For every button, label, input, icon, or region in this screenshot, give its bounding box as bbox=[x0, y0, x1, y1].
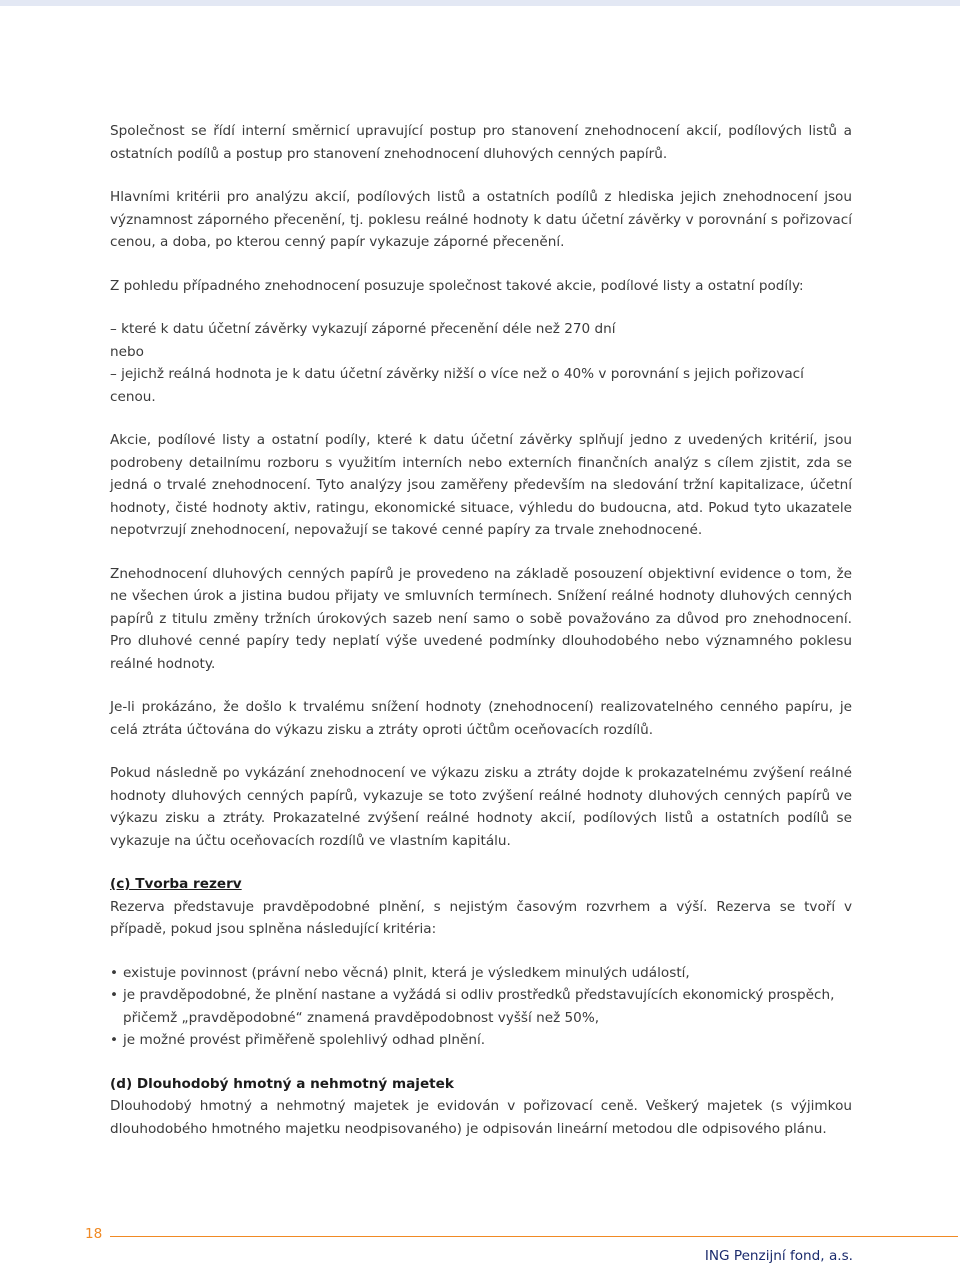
bullet-icon: • bbox=[110, 964, 119, 981]
bullet-icon: • bbox=[110, 1032, 119, 1048]
top-band bbox=[0, 0, 960, 6]
paragraph-detailed-analysis: Akcie, podílové listy a ostatní podíly, které k datu účetní závěrky splňují jedno z uvedených kritérií, jsou podrobeny detailnímu rozboru s využitím interních nebo externích finančních analýz s cílem zjistit, zda se jedná o trvalé znehodnocení. Tyto analýzy jsou zaměřeny především na sledování tržní kapitalizace, účetní hodnoty, čisté hodnoty aktiv, ratingu, ekonomické situace, výhledu do budoucna, atd. Pokud tyto ukazatele nepotvrzují znehodnocení, nepovažují se takové cenné papíry za trvale znehodnocené. bbox=[110, 432, 852, 538]
paragraph-impairment-view: Z pohledu případného znehodnocení posuzuje společnost takové akcie, podílové listy a ostatní podíly: bbox=[110, 277, 804, 294]
or-connector: nebo bbox=[110, 343, 144, 360]
document-body bbox=[110, 120, 852, 1140]
paragraph-permanent-loss: Je-li prokázáno, že došlo k trvalému snížení hodnoty (znehodnocení) realizovatelného cenného papíru, je celá ztráta účtována do výkazu zisku a ztráty oproti účtům oceňovacích rozdílů. bbox=[110, 699, 852, 738]
list-item: • existuje povinnost (právní nebo věcná) plnit, která je výsledkem minulých událostí, bbox=[110, 962, 852, 985]
paragraph-reversal: Pokud následně po vykázání znehodnocení ve výkazu zisku a ztráty dojde k prokazatelnému zvýšení reálné hodnoty dluhových cenných papírů, vykazuje se toto zvýšení reálné hodnoty dluhových cenných papírů ve výkazu zisku a ztráty. Prokazatelné zvýšení reálné hodnoty akcií, podílových listů a ostatních podílů se vykazuje na účtu oceňovacích rozdílů ve vlastním kapitálu. bbox=[110, 765, 852, 849]
page-number: 18 bbox=[85, 1226, 103, 1242]
footer-company-name: ING Penzijní fond, a.s. bbox=[704, 1248, 853, 1264]
section-d-text: Dlouhodobý hmotný a nehmotný majetek je evidován v pořizovací ceně. Veškerý majetek (s výjimkou dlouhodobého hmotného majetku neodpisovaného) je odpisován lineární metodou dle odpisového plánu. bbox=[110, 1098, 852, 1137]
paragraph-main-criteria: Hlavními kritérii pro analýzu akcií, podílových listů a ostatních podílů z hlediska jejich znehodnocení jsou významnost záporného přecenění, tj. poklesu reálné hodnoty k datu účetní závěrky v porovnání s pořizovací cenou, a doba, po kterou cenný papír vykazuje záporné přecenění. bbox=[110, 189, 852, 250]
section-d-heading: (d) Dlouhodobý hmotný a nehmotný majetek bbox=[110, 1075, 454, 1092]
criterion-40-percent: – jejichž reálná hodnota je k datu účetní závěrky nižší o více než o 40% v porovnání s jejich pořizovací cenou. bbox=[110, 366, 804, 405]
list-item: • je možné provést přiměřeně spolehlivý odhad plnění. bbox=[110, 1029, 852, 1052]
section-c-intro: Rezerva představuje pravděpodobné plnění, s nejistým časovým rozvrhem a výší. Rezerva se tvoří v případě, pokud jsou splněna následující kritéria: bbox=[110, 898, 852, 937]
footer-rule bbox=[110, 1236, 958, 1237]
paragraph-internal-directive: Společnost se řídí interní směrnicí upravující postup pro stanovení znehodnocení akcií, podílových listů a ostatních podílů a postup pro stanovení znehodnocení dluhových cenných papírů. bbox=[110, 123, 852, 162]
paragraph-debt-impairment: Znehodnocení dluhových cenných papírů je provedeno na základě posouzení objektivní evidence o tom, že ne všechen úrok a jistina budou přijaty ve smluvních termínech. Snížení reálné hodnoty dluhových cenných papírů z titulu změny tržních úrokových sazeb není samo o sobě považováno za důvod pro znehodnocení. Pro dluhové cenné papíry tedy neplatí výše uvedené podmínky dlouhodobého nebo významného poklesu reálné hodnoty. bbox=[110, 565, 852, 672]
criterion-270-days: – které k datu účetní závěrky vykazují záporné přecenění déle než 270 dní bbox=[110, 321, 616, 337]
list-item: • je pravděpodobné, že plnění nastane a vyžádá si odliv prostředků představujících ekonomický prospěch, přičemž „pravděpodobné“ znamená pravděpodobnost vyšší než 50%, bbox=[110, 984, 852, 1029]
bullet-icon: • bbox=[110, 987, 119, 1003]
section-c-heading: (c) Tvorba rezerv bbox=[110, 876, 242, 892]
provision-criteria-list bbox=[110, 962, 852, 1052]
